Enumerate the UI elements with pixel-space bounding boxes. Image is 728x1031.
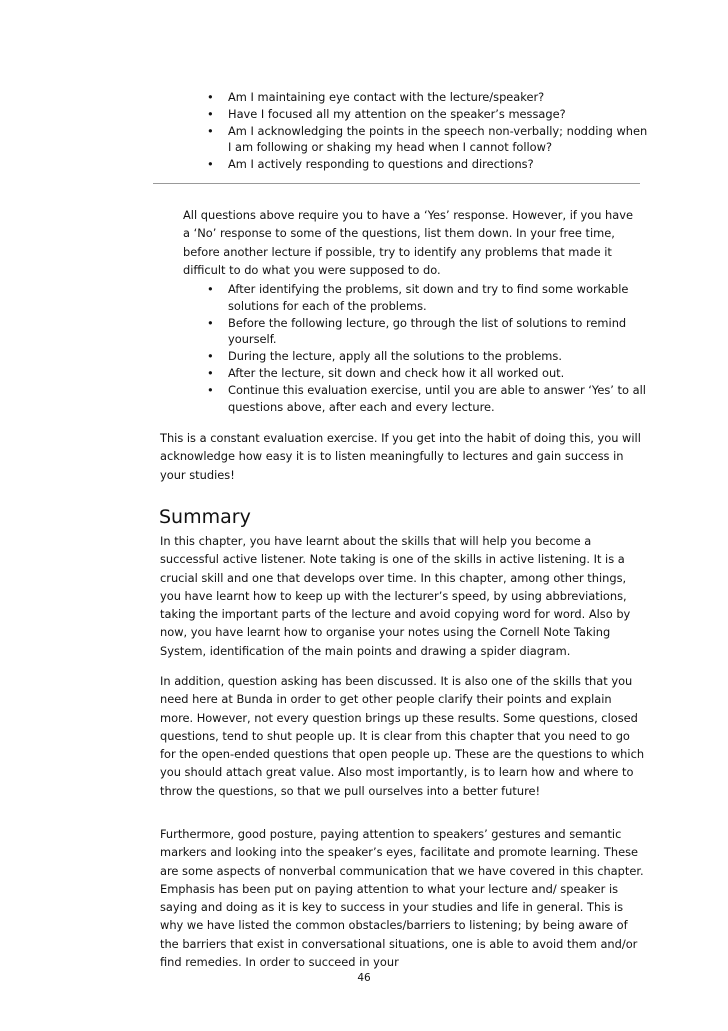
list-item: • Have I focused all my attention on the speaker’s message? [162,106,648,123]
instructions-paragraph: All questions above require you to have a ‘Yes’ response. However, if you have a ‘No’ response to some of the questions, list them down. In your free time, before another lecture if possible, try to identify any problems that made it difficult to do what you were supposed to do. [183,208,634,277]
section-heading: Summary [159,506,251,528]
list-item: • After the lecture, sit down and check how it all worked out. [162,365,648,382]
self-check-list [162,89,648,173]
evaluation-paragraph: This is a constant evaluation exercise. If you get into the habit of doing this, you will acknowledge how easy it is to listen meaningfully to lectures and gain success in your studies! [160,431,641,482]
list-item: • Before the following lecture, go through the list of solutions to remind yourself. [162,315,648,349]
box-divider [153,183,640,184]
summary-paragraph: Furthermore, good posture, paying attention to speakers’ gestures and semantic markers and looking into the speaker’s eyes, facilitate and promote learning. These are some aspects of nonverbal communication that we have covered in this chapter. Emphasis has been put on paying attention to what your lecture and/ speaker is saying and doing as it is key to success in your studies and life in general. This is why we have listed the common obstacles/barriers to listening; by being aware of the barriers that exist in conversational situations, one is able to avoid them and/or find remedies. In order to succeed in your [160,827,644,970]
list-item: • Continue this evaluation exercise, until you are able to answer ‘Yes’ to all questions above, after each and every lecture. [162,382,648,416]
summary-paragraph: In addition, question asking has been discussed. It is also one of the skills that you need here at Bunda in order to get other people clarify their points and explain more. However, not every question brings up these results. Some questions, closed questions, tend to shut people up. It is clear from this chapter that you need to go for the open-ended questions that open people up. These are the questions to which you should attach great value. Also most importantly, is to learn how and where to throw the questions, so that we pull ourselves into a better future! [160,674,645,798]
list-item: • Am I maintaining eye contact with the lecture/speaker? [162,89,648,106]
summary-paragraph: In this chapter, you have learnt about the skills that will help you become a successful active listener. Note taking is one of the skills in active listening. It is a crucial skill and one that develops over time. In this chapter, among other things, you have learnt how to keep up with the lecturer’s speed, by using abbreviations, taking the important parts of the lecture and avoid copying word for word. Also by now, you have learnt how to organise your notes using the Cornell Note Taking System, identification of the main points and drawing a spider diagram. [160,534,631,658]
list-item: • Am I acknowledging the points in the speech non-verbally; nodding when I am following or shaking my head when I cannot follow? [162,123,648,157]
list-item: • After identifying the problems, sit down and try to find some workable solutions for each of the problems. [162,281,648,315]
page-number: 46 [357,972,371,984]
list-item: • During the lecture, apply all the solutions to the problems. [162,348,648,365]
action-steps-list [162,281,648,415]
list-item: • Am I actively responding to questions and directions? [162,156,648,173]
